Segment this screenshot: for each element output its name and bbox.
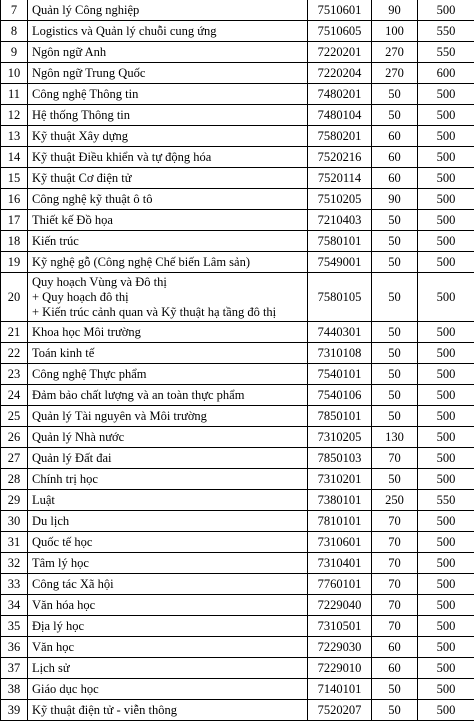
program-code-cell: 7380101 [308, 490, 372, 511]
table-row [1, 700, 474, 721]
program-code-cell: 7440301 [308, 322, 372, 343]
row-number-cell: 28 [1, 469, 28, 490]
program-name-line: + Quy hoạch đô thị [32, 289, 129, 304]
table-row [1, 0, 474, 21]
quota-cell: 50 [372, 700, 418, 721]
program-code-cell: 7310205 [308, 427, 372, 448]
score-cell: 500 [418, 658, 474, 679]
program-name-cell [28, 273, 308, 322]
program-code-cell: 7210403 [308, 210, 372, 231]
program-code-cell: 7520216 [308, 147, 372, 168]
table-row [1, 147, 474, 168]
program-name-cell: Du lịch [28, 511, 308, 532]
table-row [1, 448, 474, 469]
table-row [1, 658, 474, 679]
quota-cell: 60 [372, 658, 418, 679]
score-cell: 500 [418, 385, 474, 406]
quota-cell: 70 [372, 616, 418, 637]
program-code-cell: 7540106 [308, 385, 372, 406]
program-code-cell: 7310108 [308, 343, 372, 364]
row-number-cell: 30 [1, 511, 28, 532]
program-code-cell: 7510605 [308, 21, 372, 42]
table-row [1, 189, 474, 210]
table-row [1, 637, 474, 658]
program-name-cell: Logistics và Quản lý chuỗi cung ứng [28, 21, 308, 42]
row-number-cell: 24 [1, 385, 28, 406]
table-row [1, 364, 474, 385]
table-row [1, 406, 474, 427]
row-number-cell: 13 [1, 126, 28, 147]
score-cell: 500 [418, 448, 474, 469]
program-code-cell: 7140101 [308, 679, 372, 700]
program-code-cell: 7810101 [308, 511, 372, 532]
program-name-cell: Tâm lý học [28, 553, 308, 574]
quota-cell: 130 [372, 427, 418, 448]
score-cell: 500 [418, 84, 474, 105]
table-row [1, 385, 474, 406]
program-name-cell: Ngôn ngữ Trung Quốc [28, 63, 308, 84]
program-code-cell: 7510601 [308, 0, 372, 21]
program-code-cell: 7229010 [308, 658, 372, 679]
program-name-cell: Thiết kế Đồ họa [28, 210, 308, 231]
quota-cell: 50 [372, 84, 418, 105]
quota-cell: 50 [372, 322, 418, 343]
quota-cell: 50 [372, 385, 418, 406]
program-code-cell: 7229040 [308, 595, 372, 616]
program-name-cell: Lịch sử [28, 658, 308, 679]
program-name-cell: Kiến trúc [28, 231, 308, 252]
score-cell: 550 [418, 21, 474, 42]
program-code-cell: 7310401 [308, 553, 372, 574]
table-body [1, 0, 474, 721]
program-name-cell: Công nghệ Thông tin [28, 84, 308, 105]
row-number-cell: 26 [1, 427, 28, 448]
program-name-cell: Quản lý Đất đai [28, 448, 308, 469]
quota-cell: 70 [372, 574, 418, 595]
row-number-cell: 14 [1, 147, 28, 168]
program-name-cell: Quốc tế học [28, 532, 308, 553]
table-row [1, 21, 474, 42]
program-code-cell: 7480201 [308, 84, 372, 105]
row-number-cell: 32 [1, 553, 28, 574]
quota-cell: 90 [372, 189, 418, 210]
row-number-cell: 34 [1, 595, 28, 616]
score-cell: 500 [418, 0, 474, 21]
score-cell: 550 [418, 42, 474, 63]
table-row [1, 427, 474, 448]
quota-cell: 50 [372, 252, 418, 273]
program-name-cell: Toán kinh tế [28, 343, 308, 364]
row-number-cell: 39 [1, 700, 28, 721]
program-code-cell: 7480104 [308, 105, 372, 126]
row-number-cell: 19 [1, 252, 28, 273]
quota-cell: 50 [372, 364, 418, 385]
program-code-cell: 7580201 [308, 126, 372, 147]
table-row [1, 595, 474, 616]
score-cell: 500 [418, 105, 474, 126]
row-number-cell: 27 [1, 448, 28, 469]
score-cell: 500 [418, 168, 474, 189]
score-cell: 500 [418, 553, 474, 574]
program-name-cell: Kỹ thuật điện tử - viễn thông [28, 700, 308, 721]
program-name-cell: Kỹ thuật Cơ điện tử [28, 168, 308, 189]
table-row [1, 168, 474, 189]
score-cell: 500 [418, 273, 474, 322]
score-cell: 500 [418, 574, 474, 595]
table-row [1, 511, 474, 532]
score-cell: 500 [418, 511, 474, 532]
row-number-cell: 31 [1, 532, 28, 553]
row-number-cell: 21 [1, 322, 28, 343]
table-row [1, 679, 474, 700]
table-row [1, 252, 474, 273]
table-row [1, 532, 474, 553]
score-cell: 500 [418, 427, 474, 448]
quota-cell: 270 [372, 63, 418, 84]
quota-cell: 50 [372, 343, 418, 364]
quota-cell: 70 [372, 553, 418, 574]
program-code-cell: 7310601 [308, 532, 372, 553]
program-code-cell: 7220204 [308, 63, 372, 84]
row-number-cell: 12 [1, 105, 28, 126]
program-code-cell: 7310501 [308, 616, 372, 637]
row-number-cell: 15 [1, 168, 28, 189]
table-row [1, 574, 474, 595]
table-row [1, 210, 474, 231]
score-cell: 500 [418, 364, 474, 385]
quota-cell: 50 [372, 469, 418, 490]
table-row [1, 343, 474, 364]
program-name-cell: Địa lý học [28, 616, 308, 637]
quota-cell: 70 [372, 595, 418, 616]
score-cell: 500 [418, 616, 474, 637]
row-number-cell: 36 [1, 637, 28, 658]
table-row [1, 273, 474, 322]
row-number-cell: 37 [1, 658, 28, 679]
score-cell: 500 [418, 700, 474, 721]
program-code-cell: 7760101 [308, 574, 372, 595]
table-row [1, 63, 474, 84]
score-cell: 500 [418, 406, 474, 427]
score-cell: 500 [418, 322, 474, 343]
program-name-cell: Kỹ thuật Xây dựng [28, 126, 308, 147]
score-cell: 500 [418, 126, 474, 147]
program-code-cell: 7850101 [308, 406, 372, 427]
table-row [1, 84, 474, 105]
quota-cell: 70 [372, 511, 418, 532]
quota-cell: 50 [372, 679, 418, 700]
quota-cell: 50 [372, 231, 418, 252]
program-name-cell: Công nghệ Thực phẩm [28, 364, 308, 385]
program-name-cell: Quản lý Tài nguyên và Môi trường [28, 406, 308, 427]
table-row [1, 322, 474, 343]
program-code-cell: 7549001 [308, 252, 372, 273]
row-number-cell: 23 [1, 364, 28, 385]
program-name-cell: Ngôn ngữ Anh [28, 42, 308, 63]
program-name-cell: Đảm bảo chất lượng và an toàn thực phẩm [28, 385, 308, 406]
table-row [1, 490, 474, 511]
program-name-line: Quy hoạch Vùng và Đô thị [32, 274, 167, 289]
score-cell: 500 [418, 147, 474, 168]
program-code-cell: 7520114 [308, 168, 372, 189]
table-row [1, 553, 474, 574]
program-name-cell: Văn học [28, 637, 308, 658]
score-cell: 500 [418, 595, 474, 616]
program-code-cell: 7220201 [308, 42, 372, 63]
quota-cell: 90 [372, 0, 418, 21]
table-row [1, 42, 474, 63]
table-row [1, 616, 474, 637]
program-name-cell: Quản lý Nhà nước [28, 427, 308, 448]
program-code-cell: 7310201 [308, 469, 372, 490]
program-name-line: + Kiến trúc cảnh quan và Kỹ thuật hạ tầng đô thị [32, 304, 277, 319]
row-number-cell: 22 [1, 343, 28, 364]
row-number-cell: 10 [1, 63, 28, 84]
quota-cell: 50 [372, 406, 418, 427]
row-number-cell: 20 [1, 273, 28, 322]
quota-cell: 70 [372, 532, 418, 553]
quota-cell: 100 [372, 21, 418, 42]
table-row [1, 231, 474, 252]
row-number-cell: 8 [1, 21, 28, 42]
quota-cell: 270 [372, 42, 418, 63]
row-number-cell: 16 [1, 189, 28, 210]
program-code-cell: 7229030 [308, 637, 372, 658]
program-name-cell: Quản lý Công nghiệp [28, 0, 308, 21]
program-code-cell: 7580101 [308, 231, 372, 252]
row-number-cell: 38 [1, 679, 28, 700]
table-row [1, 126, 474, 147]
table-row [1, 469, 474, 490]
score-cell: 500 [418, 637, 474, 658]
row-number-cell: 33 [1, 574, 28, 595]
program-code-cell: 7850103 [308, 448, 372, 469]
score-cell: 500 [418, 469, 474, 490]
program-name-cell: Luật [28, 490, 308, 511]
score-cell: 500 [418, 252, 474, 273]
program-code-cell: 7580105 [308, 273, 372, 322]
row-number-cell: 17 [1, 210, 28, 231]
program-name-cell: Kỹ nghệ gỗ (Công nghệ Chế biến Lâm sản) [28, 252, 308, 273]
score-cell: 600 [418, 63, 474, 84]
score-cell: 500 [418, 210, 474, 231]
program-name-cell: Kỹ thuật Điều khiển và tự động hóa [28, 147, 308, 168]
quota-cell: 70 [372, 448, 418, 469]
quota-cell: 60 [372, 147, 418, 168]
row-number-cell: 25 [1, 406, 28, 427]
row-number-cell: 29 [1, 490, 28, 511]
quota-cell: 50 [372, 210, 418, 231]
score-cell: 500 [418, 679, 474, 700]
table-row [1, 105, 474, 126]
quota-cell: 60 [372, 637, 418, 658]
program-name-cell: Công nghệ kỹ thuật ô tô [28, 189, 308, 210]
score-cell: 500 [418, 532, 474, 553]
program-name-cell: Giáo dục học [28, 679, 308, 700]
quota-cell: 60 [372, 168, 418, 189]
program-name-cell: Khoa học Môi trường [28, 322, 308, 343]
quota-cell: 50 [372, 273, 418, 322]
program-name-cell: Văn hóa học [28, 595, 308, 616]
score-cell: 500 [418, 231, 474, 252]
program-name-cell: Công tác Xã hội [28, 574, 308, 595]
program-name-cell: Chính trị học [28, 469, 308, 490]
score-cell: 500 [418, 343, 474, 364]
score-cell: 500 [418, 189, 474, 210]
score-cell: 550 [418, 490, 474, 511]
program-code-cell: 7520207 [308, 700, 372, 721]
row-number-cell: 7 [1, 0, 28, 21]
quota-cell: 60 [372, 126, 418, 147]
program-code-cell: 7510205 [308, 189, 372, 210]
row-number-cell: 35 [1, 616, 28, 637]
row-number-cell: 18 [1, 231, 28, 252]
quota-cell: 250 [372, 490, 418, 511]
quota-cell: 50 [372, 105, 418, 126]
program-name-cell: Hệ thống Thông tin [28, 105, 308, 126]
row-number-cell: 9 [1, 42, 28, 63]
program-code-cell: 7540101 [308, 364, 372, 385]
row-number-cell: 11 [1, 84, 28, 105]
